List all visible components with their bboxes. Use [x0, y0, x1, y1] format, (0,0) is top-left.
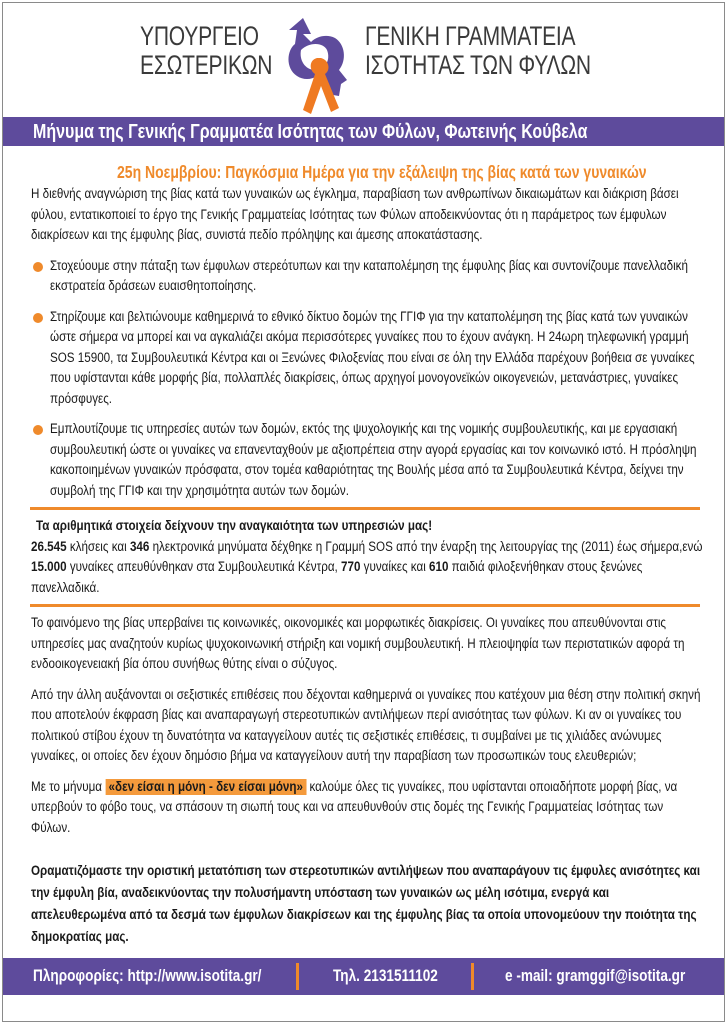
secretariat-name-line2: ΙΣΟΤΗΤΑΣ ΤΩΝ ΦΥΛΩΝ [365, 50, 591, 80]
bullet-list-item [0, 419, 727, 501]
footer-bar [3, 958, 724, 995]
closing-paragraph: Οραματιζόμαστε την οριστική μετατόπιση των στερεοτυπικών αντιλήψεων που αναπαράγουν τις έμφυλες ανισότητες και την έμφυλη βία, αναδεικνύοντας την πολυσήμαντη υπόσταση των γυναικών ως μέλη ισότιμα, ενεργά και απελευθερωμένα από τα δεσμά των έμφυλων διακρίσεων και της έμφυλης βίας τα οποία υπονομεύουν την ποιότητα της δημοκρατίας μας. [31, 863, 701, 945]
bullet-item: Στηρίζουμε και βελτιώνουμε καθημερινά το εθνικό δίκτυο δομών της ΓΓΙΦ για την καταπολέμηση της βίας κατά των γυναικών ώστε σήμερα να μπορεί και να αγκαλιάζει ακόμα περισσότερες γυναίκες που το έχουν ανάγκη. Η 24ωρη τηλεφωνική γραμμή SOS 15900, τα Συμβουλευτικά Κέντρα και οι Ξενώνες Φιλοξενίας που είναι σε όλη την Ελλάδα παρέχουν βοήθεια σε γυναίκες που υφίστανται κάθε μορφής βία, πολλαπλές διακρίσεις, όπως αρχηγοί μονογονεϊκών οικογενειών, μετανάστριες, γυναίκες πρόσφυγες. [50, 308, 695, 407]
header-logo [0, 8, 727, 113]
bullet-icon [33, 425, 43, 435]
secretariat-name-line1: ΓΕΝΙΚΗ ΓΡΑΜΜΑΤΕΙΑ [365, 21, 576, 51]
ministry-name [140, 22, 272, 80]
stats-text: γυναίκες και [360, 559, 430, 575]
footer-email-link[interactable]: e -mail: gramggif@isotita.gr [505, 966, 686, 985]
page-bottom-margin [0, 995, 727, 1019]
document-body [0, 184, 727, 958]
footer-separator [296, 963, 299, 990]
stats-text: γυναίκες απευθύνθηκαν στα Συμβουλευτικά Κέντρα, [66, 559, 342, 575]
ministry-name-line1: ΥΠΟΥΡΓΕΙΟ [140, 21, 259, 51]
bullet-icon [33, 313, 43, 323]
intro-paragraph: Η διεθνής αναγνώριση της βίας κατά των γυναικών ως έγκλημα, παραβίαση των ανθρωπίνων δικαιωμάτων και διάκριση βάσει φύλου, εντατικοποιεί το έργο της Γενικής Γραμματείας Ισότητας των Φύλων αποδεικνύοντας ότι η παράμετρος των έμφυλων διακρίσεων και της έμφυλης βίας, συνιστά πεδίο πρόληψης και άμεσης αποκατάστασης. [31, 186, 679, 243]
subtitle: 25η Νοεμβρίου: Παγκόσμια Ημέρα για την εξάλειψη της βίας κατά των γυναικών [117, 162, 647, 182]
body-paragraph: Το φαινόμενο της βίας υπερβαίνει τις κοινωνικές, οικονομικές και μορφωτικές διακρίσεις. Οι γυναίκες που απευθύνονται στις υπηρεσίες μας αναζητούν κυρίως ψυχοκοινωνική στήριξη και νομική συμβουλευτική. Η πλειοψηφία των περιστατικών αφορά τη ενδοοικογενειακή βία όπου συνήθως θύτης είναι ο σύζυγος. [31, 615, 685, 672]
body-paragraph: Από την άλλη αυξάνονται οι σεξιστικές επιθέσεις που δέχονται καθημερινά οι γυναίκες που κατέχουν μια θέση στην πολιτική σκηνή που αποτελούν έκφραση βίας και αναπαραγωγή στερεοτυπικών αντιλήψεων περί ανισότητας των φύλων. Κι αν οι γυναίκες του πολιτικού στίβου έχουν τη δυνατότητα να καταγγείλουν αυτές τις σεξιστικές επιθέσεις, τι συμβαίνει με τις χιλιάδες ανώνυμες γυναίκες, οι οποίες δεν έχουν δημόσιο βήμα να καταγγείλουν αυτή την παραβίαση των προσωπικών τους ελευθεριών; [31, 686, 701, 764]
stats-text: παιδιά φιλοξενήθηκαν στους ξενώνες πανελλαδικά. [31, 559, 643, 596]
stat-calls: 26.545 [31, 538, 67, 555]
ministry-name-line2: ΕΣΩΤΕΡΙΚΩΝ [140, 50, 273, 80]
stats-heading: Τα αριθμητικά στοιχεία δείχνουν την αναγκαιότητα των υπηρεσιών μας! [36, 518, 433, 534]
bullet-icon [33, 262, 43, 272]
stat-children-shelters: 610 [429, 559, 449, 575]
stat-women-centers: 15.000 [31, 559, 67, 575]
message-paragraph [31, 777, 703, 839]
bullet-item: Εμπλουτίζουμε τις υπηρεσίες αυτών των δομών, εκτός της ψυχολογικής και της νομικής συμβουλευτικής, και με εργασιακή συμβουλευτική ώστε οι γυναίκες να επανενταχθούν με αξιοπρέπεια στην αγορά εργασίας και τον κοινωνικό ιστό. Η πρόσληψη κακοποιημένων γυναικών πρόσφατα, στον τομέα καθαριότητας της Βουλής μέσα από τα Συμβουλευτικά Κέντρα, δείχνει την συμβολή της ΓΓΙΦ και την χρησιμότητα αυτών των δομών. [50, 421, 697, 499]
divider-line [30, 604, 700, 607]
footer-website-link[interactable]: Πληροφορίες: http://www.isotita.gr/ [33, 966, 262, 985]
footer-phone: Τηλ. 2131511102 [333, 966, 438, 985]
bullet-list-item [0, 256, 727, 297]
stat-women-shelters: 770 [341, 559, 361, 575]
footer-separator [471, 963, 474, 990]
bullet-item: Στοχεύουμε στην πάταξη των έμφυλων στερεότυπων και την καταπολέμηση της έμφυλης βίας και συντονίζουμε πανελλαδική εκστρατεία δράσεων ευαισθητοποίησης. [50, 257, 688, 294]
divider-line [30, 507, 700, 510]
stats-paragraph [31, 537, 703, 599]
stats-text: ηλεκτρονικά μηνύματα δέχθηκε η Γραμμή SOS από την έναρξη της λειτουργίας της (2011) έως σήμερα,ενώ [149, 538, 703, 555]
message-text: Με το μήνυμα [31, 778, 106, 795]
banner-title: Μήνυμα της Γενικής Γραμματέα Ισότητας των Φύλων, Φωτεινής Κούβελα [33, 121, 588, 143]
stat-emails: 346 [129, 538, 150, 555]
stats-text: κλήσεις και [66, 538, 130, 555]
secretariat-name [365, 22, 591, 80]
gender-symbol-ribbon-icon [283, 14, 363, 118]
bullet-list-item [0, 307, 727, 410]
campaign-slogan: «δεν είσαι η μόνη - δεν είσαι μόνη» [105, 779, 306, 795]
message-text: καλούμε όλες τις γυναίκες, που υφίστανται οποιαδήποτε μορφή βίας, να υπερβούν το φόβο τους, να σπάσουν τη σιωπή τους και να απευθυνθούν στις δομές της Γενικής Γραμματείας Ισότητας των Φύλων. [31, 778, 678, 836]
title-banner [3, 117, 724, 146]
